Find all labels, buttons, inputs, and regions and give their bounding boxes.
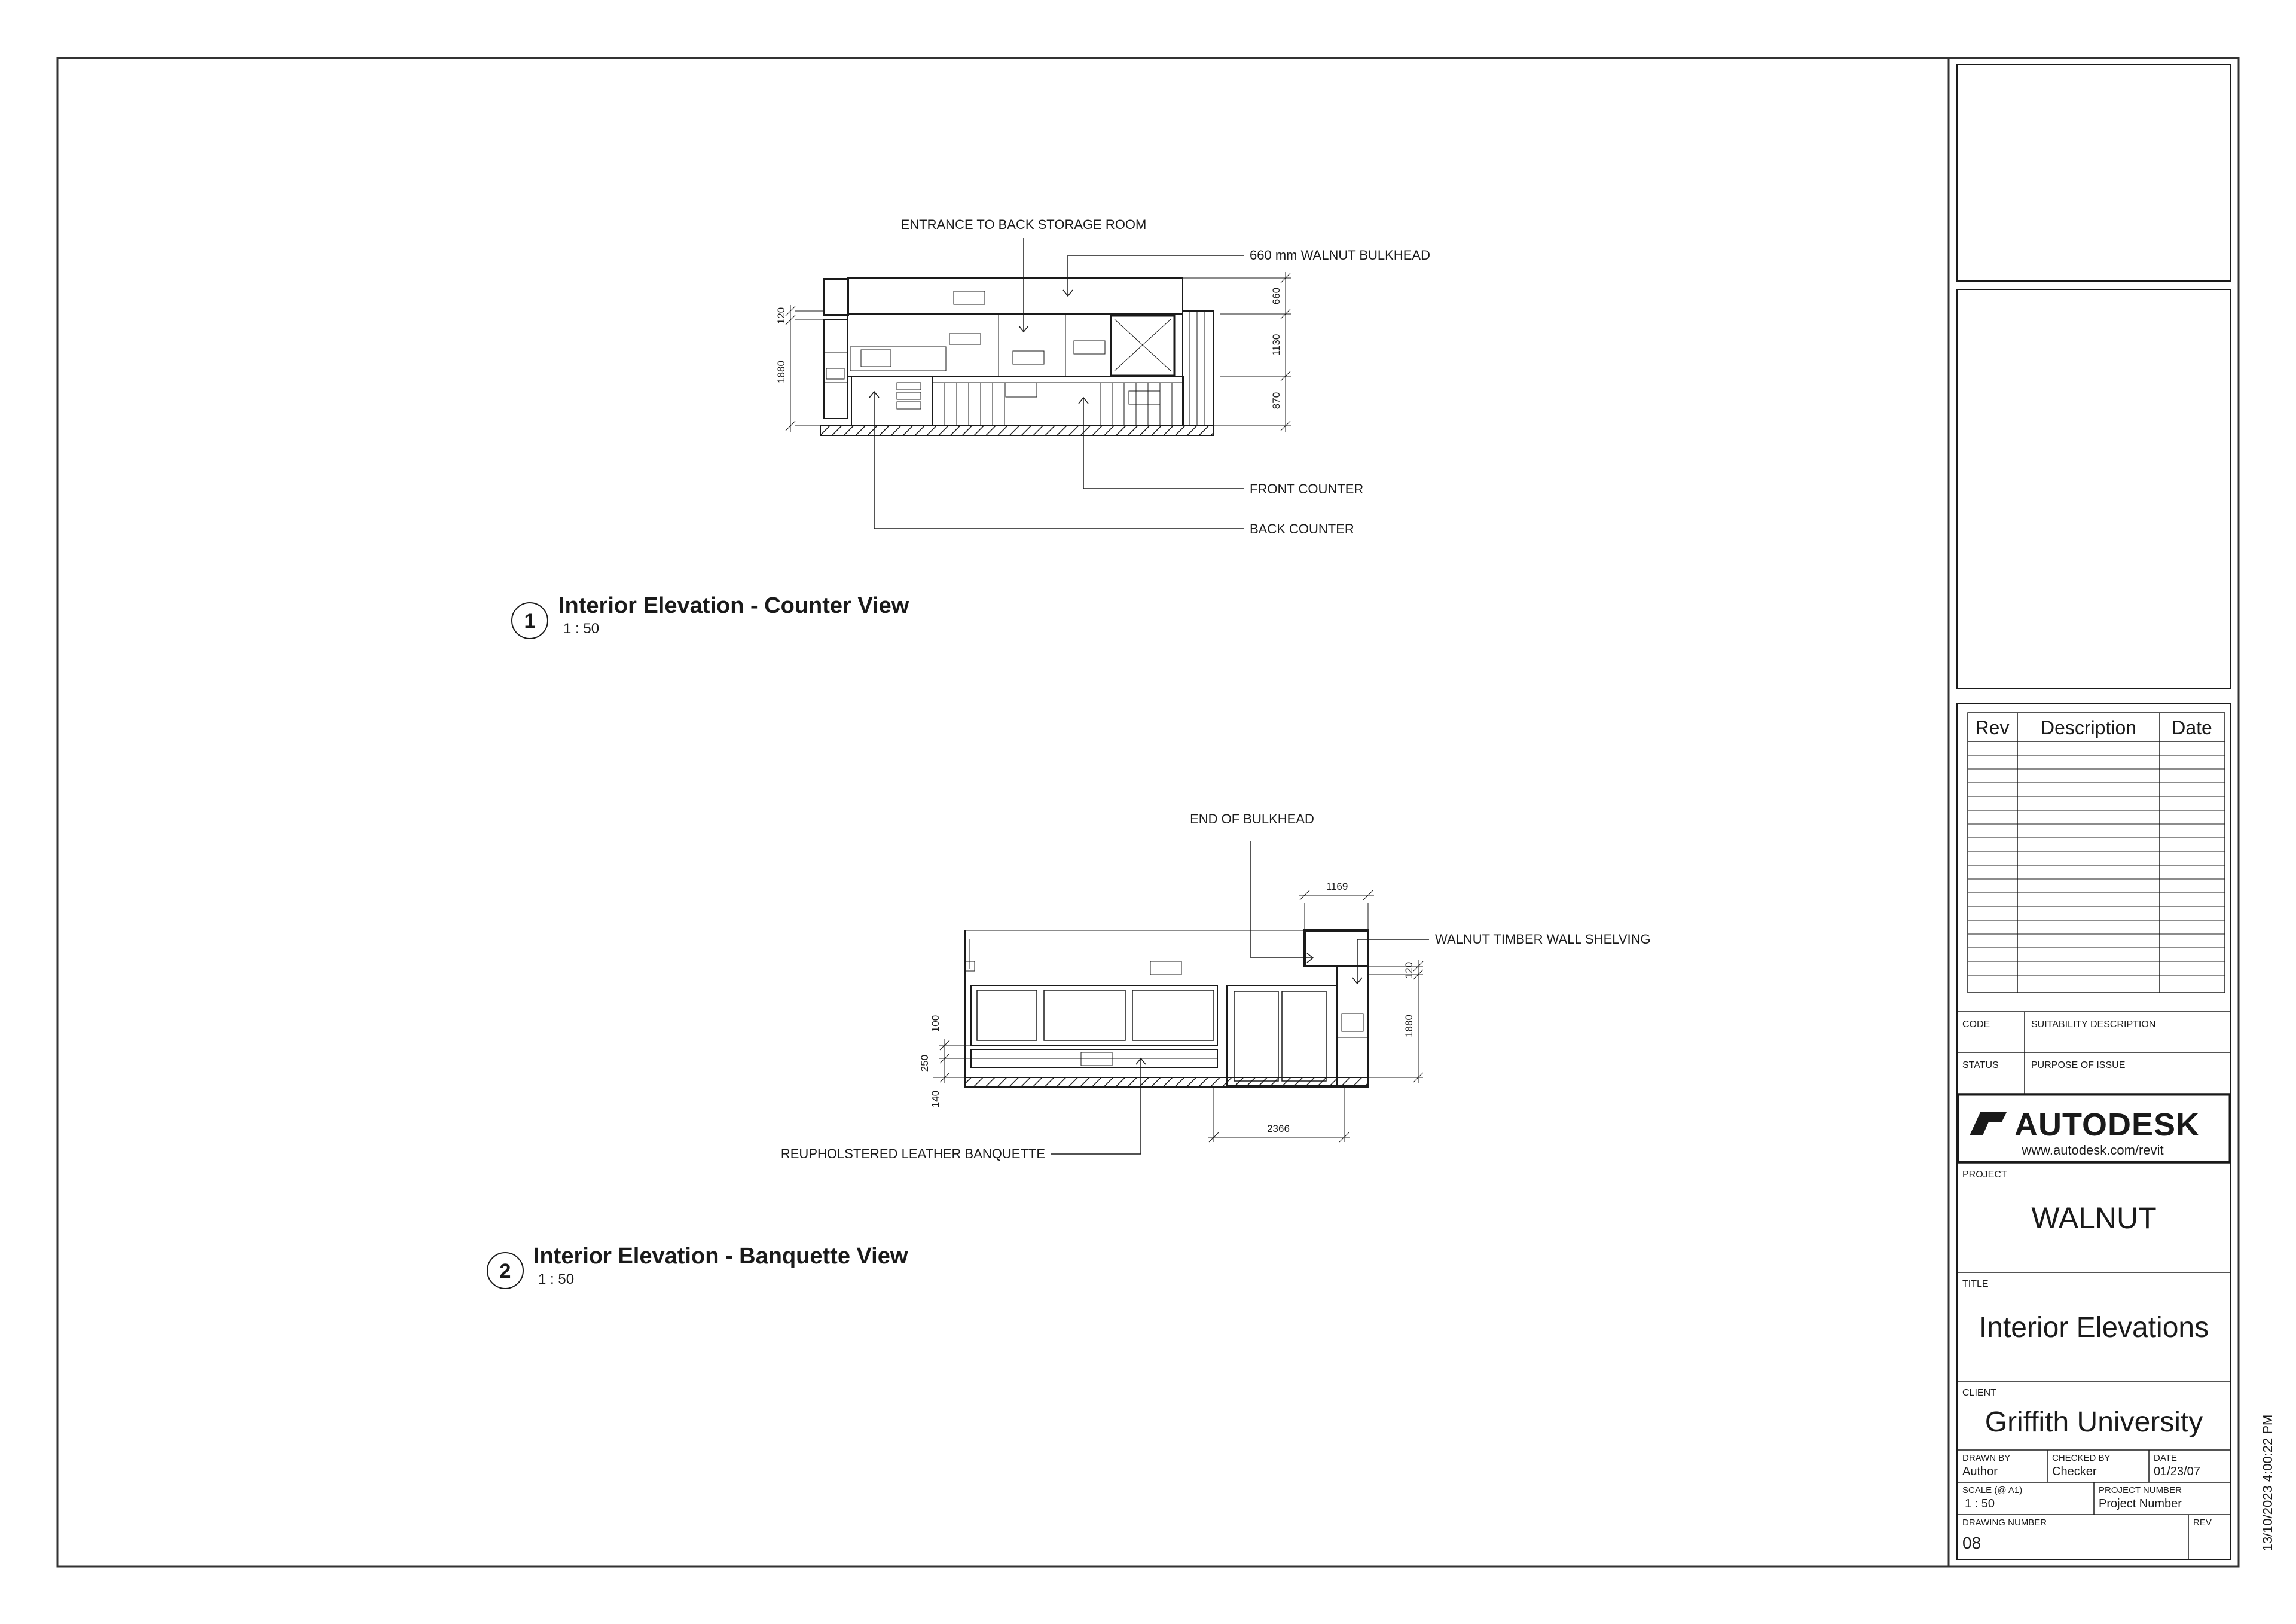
brand-name: AUTODESK [2014,1107,2200,1143]
scale-label: SCALE (@ A1) [1962,1485,2023,1495]
date-header: Date [2172,717,2212,738]
drawn-by-value: Author [1962,1465,1998,1478]
suitability-label: SUITABILITY DESCRIPTION [2031,1019,2156,1030]
dim-1169: 1169 [1326,881,1348,892]
note-bulkhead: 660 mm WALNUT BULKHEAD [1250,248,1430,262]
floor-hatch [820,426,1214,435]
note-entrance: ENTRANCE TO BACK STORAGE ROOM [900,217,1147,232]
dim-1880: 1880 [1403,1015,1415,1037]
view-title: Interior Elevation - Banquette View [533,1244,908,1269]
slatted-panel [1183,311,1214,426]
sheet-title: Interior Elevations [1979,1312,2209,1344]
back-storage-door [824,279,848,315]
view-number: 2 [499,1260,511,1283]
dimension-lines [939,890,1423,1142]
counter-elevation-view [824,278,1220,426]
front-counter [933,376,1184,426]
rev-header: Rev [1975,717,2010,738]
project-number-value: Project Number [2099,1497,2182,1510]
note-shelving: WALNUT TIMBER WALL SHELVING [1435,932,1651,947]
dim-2366: 2366 [1267,1123,1290,1134]
dim-1880: 1880 [775,361,787,383]
project-name: WALNUT [2031,1201,2157,1235]
autodesk-logo-icon [1970,1112,2007,1135]
drawing-number-value: 08 [1962,1534,1981,1552]
project-label: PROJECT [1962,1170,2007,1180]
status-label: STATUS [1962,1060,1999,1070]
floor-hatch [965,1077,1368,1087]
note-front-counter: FRONT COUNTER [1250,481,1364,496]
leader-lines [1051,841,1429,1154]
dim-870: 870 [1271,392,1282,410]
note-end-bulkhead: END OF BULKHEAD [1190,811,1314,826]
date-value: 01/23/07 [2154,1465,2200,1478]
banquette-back [971,985,1217,1045]
client-name: Griffith University [1984,1406,2203,1438]
project-number-label: PROJECT NUMBER [2099,1485,2182,1495]
drawing-number-label: DRAWING NUMBER [1962,1518,2047,1528]
checked-by-label: CHECKED BY [2052,1453,2111,1463]
print-timestamp: 13/10/2023 4:00:22 PM [2260,1414,2275,1552]
view-title: Interior Elevation - Counter View [558,593,909,618]
dim-120: 120 [1403,961,1415,979]
view-number: 1 [524,610,536,633]
note-back-counter: BACK COUNTER [1250,521,1354,536]
note-banquette: REUPHOLSTERED LEATHER BANQUETTE [780,1146,1045,1161]
code-label: CODE [1962,1019,1990,1030]
dim-1130: 1130 [1271,334,1282,356]
scale-value: 1 : 50 [1965,1497,1995,1510]
dim-660: 660 [1271,287,1282,305]
checked-by-value: Checker [2052,1465,2097,1478]
leader-lines [869,238,1244,529]
dimension-lines [786,272,1292,432]
wall-shelving [1305,930,1368,966]
view-scale: 1 : 50 [563,621,600,637]
brand-url: www.autodesk.com/revit [2022,1143,2164,1158]
bulkhead [848,278,1183,314]
sheet-border [57,58,2239,1567]
dim-120: 120 [775,307,787,325]
revision-table [1968,713,2225,993]
date-label: DATE [2154,1453,2177,1463]
rev-label: REV [2193,1518,2212,1528]
view-scale: 1 : 50 [538,1271,575,1287]
dim-140: 140 [930,1090,941,1108]
client-label: CLIENT [1962,1388,1996,1398]
purpose-label: PURPOSE OF ISSUE [2031,1060,2126,1070]
dim-250: 250 [919,1054,930,1072]
title-label: TITLE [1962,1279,1989,1289]
drawn-by-label: DRAWN BY [1962,1453,2011,1463]
description-header: Description [2040,717,2137,738]
dim-100: 100 [930,1015,941,1033]
